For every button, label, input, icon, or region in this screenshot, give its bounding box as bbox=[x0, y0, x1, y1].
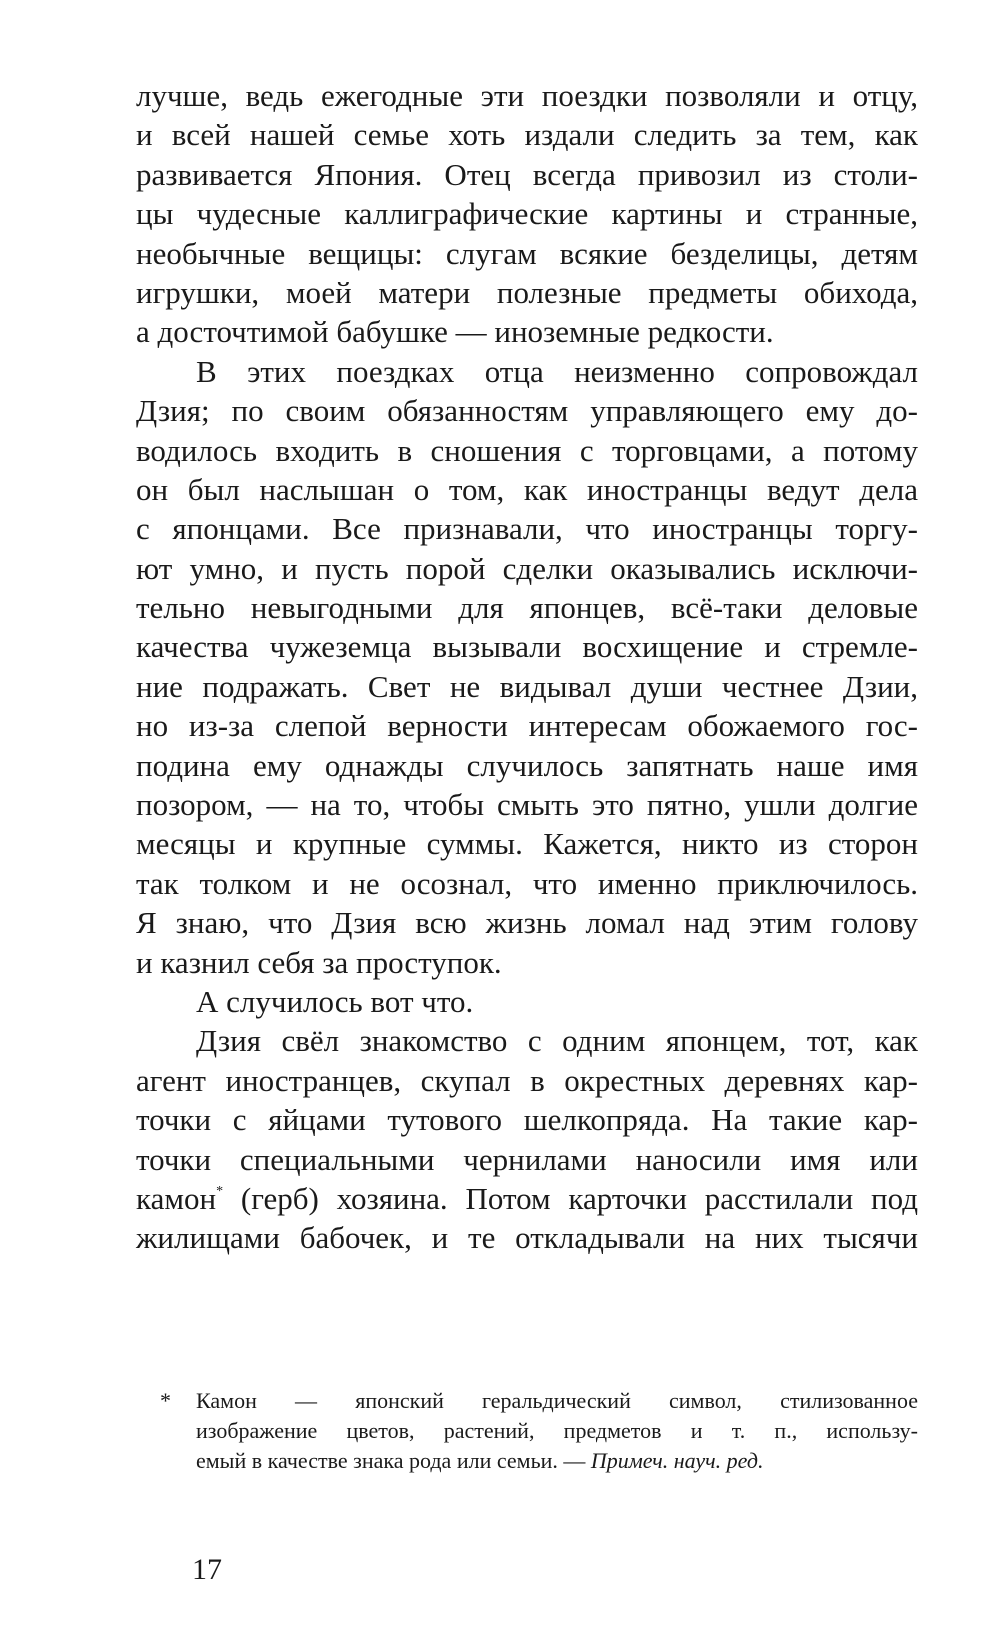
text-line: А случилось вот что. bbox=[196, 983, 474, 1019]
text-line: Дзия; по своим обязанностям управляющего ему до- bbox=[136, 393, 918, 429]
text-line: ние подражать. Свет не видывал души честнее Дзии, bbox=[136, 668, 918, 704]
text-line: и всей нашей семье хоть издали следить за тем, как bbox=[136, 117, 918, 153]
text-line: и казнил себя за проступок. bbox=[136, 944, 502, 980]
text-line: Я знаю, что Дзия всю жизнь ломал над этим голову bbox=[136, 905, 918, 941]
text-line: В этих поездках отца неизменно сопровождал bbox=[196, 353, 918, 389]
text-fragment: (герб) хозяина. Потом карточки расстилали под bbox=[223, 1180, 918, 1216]
text-line: он был наслышан о том, как иностранцы ведут дела bbox=[136, 471, 918, 507]
text-line: водилось входить в сношения с торговцами, а потому bbox=[136, 432, 918, 468]
text-line: так толком и не осознал, что именно приключилось. bbox=[136, 865, 918, 901]
text-line: необычные вещицы: слугам всякие безделицы, детям bbox=[136, 235, 918, 271]
text-fragment: камон bbox=[136, 1180, 217, 1216]
text-line-with-footnote-ref bbox=[136, 1179, 918, 1218]
text-line: развивается Япония. Отец всегда привозил из столи- bbox=[136, 156, 918, 192]
text-line: а досточтимой бабушке — иноземные редкости. bbox=[136, 314, 774, 350]
text-line: Дзия свёл знакомство с одним японцем, тот, как bbox=[196, 1023, 918, 1059]
text-line: точки специальными чернилами наносили имя или bbox=[136, 1141, 918, 1177]
text-line: жилищами бабочек, и те откладывали на них тысячи bbox=[136, 1220, 918, 1256]
text-line: но из-за слепой верности интересам обожаемого гос- bbox=[136, 708, 918, 744]
page-number: 17 bbox=[192, 1553, 222, 1586]
footnote-line bbox=[196, 1446, 918, 1476]
text-line: цы чудесные каллиграфические картины и странные, bbox=[136, 196, 918, 232]
text-line: ют умно, и пусть порой сделки оказывались исключи- bbox=[136, 550, 918, 586]
footnote-mark: * bbox=[160, 1388, 171, 1413]
text-line: месяцы и крупные суммы. Кажется, никто из сторон bbox=[136, 826, 918, 862]
text-line: игрушки, моей матери полезные предметы обихода, bbox=[136, 274, 918, 310]
text-line: позором, — на то, чтобы смыть это пятно, ушли долгие bbox=[136, 787, 918, 823]
footnote-line: Камон — японский геральдический символ, стилизованное bbox=[196, 1388, 918, 1413]
footnote-line: изображение цветов, растений, предметов и т. п., использу- bbox=[196, 1418, 918, 1443]
text-line: тельно невыгодными для японцев, всё-таки деловые bbox=[136, 590, 918, 626]
footnote-body bbox=[196, 1386, 918, 1476]
text-line: подина ему однажды случилось запятнать наше имя bbox=[136, 747, 918, 783]
footnote-text: емый в качестве знака рода или семьи. — bbox=[196, 1448, 591, 1473]
footnote-reference: * bbox=[216, 1183, 224, 1199]
text-line: лучше, ведь ежегодные эти поездки позволяли и отцу, bbox=[136, 78, 918, 113]
text-line: с японцами. Все признавали, что иностранцы торгу- bbox=[136, 511, 918, 547]
text-line: агент иностранцев, скупал в окрестных деревнях кар- bbox=[136, 1062, 918, 1098]
text-line: точки с яйцами тутового шелкопряда. На такие кар- bbox=[136, 1102, 918, 1138]
footnote bbox=[160, 1386, 918, 1476]
editor-note: Примеч. науч. ред. bbox=[590, 1448, 764, 1473]
text-line: качества чужеземца вызывали восхищение и стремле- bbox=[136, 629, 918, 665]
body-text bbox=[136, 76, 918, 1258]
